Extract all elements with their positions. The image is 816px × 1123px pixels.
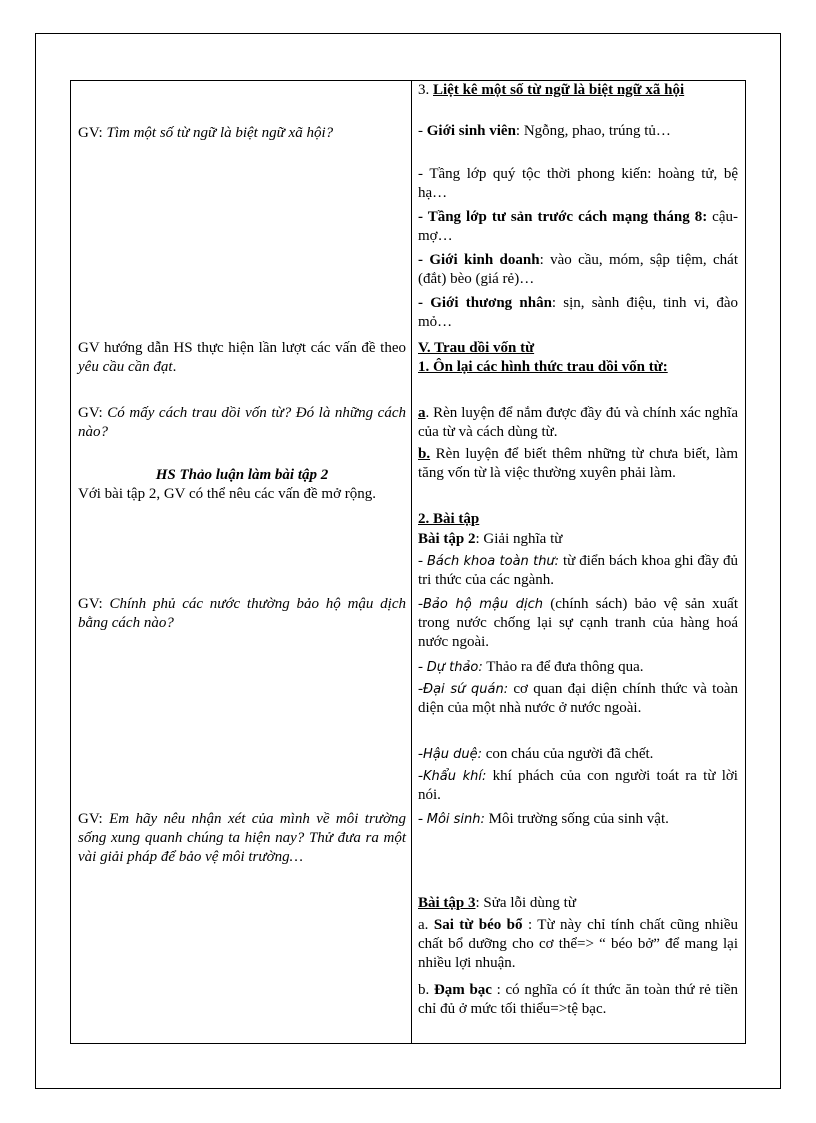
term-draft: - Dự thảo: Thảo ra để đưa thông qua. [418, 659, 644, 675]
discussion-heading: HS Thảo luận làm bài tập 2 [155, 467, 329, 483]
exercise-3-heading: Bài tập 3: Sửa lỗi dùng từ [418, 895, 576, 911]
exercise-2-note: Với bài tập 2, GV có thể nêu các vấn đề mở rộng. [78, 486, 377, 502]
term-descendant: -Hậu duệ: con cháu của người đã chết. [418, 746, 654, 762]
exercise-2-heading: Bài tập 2: Giải nghĩa từ [418, 531, 563, 547]
slang-bourgeoisie: - Tầng lớp tư sản trước cách mạng tháng 8: cậu-mợ… [418, 209, 738, 244]
teacher-question-vocabulary: GV: Có mấy cách trau dồi vốn từ? Đó là những cách nào? [78, 405, 406, 440]
teacher-question-trade: GV: Chính phủ các nước thường bảo hộ mậu dịch bằng cách nào? [78, 596, 406, 631]
column-divider [411, 80, 412, 1044]
slang-business: - Giới kinh doanh: vào cầu, móm, sập tiệm, chát (đắt) bèo (giá rẻ)… [418, 252, 738, 287]
correction-b: b. Đạm bạc : có nghĩa có ít thức ăn toàn thứ rẻ tiền chỉ đủ ở mức tối thiểu=>tệ bạc. [418, 982, 738, 1017]
subsection-2-heading: 2. Bài tập [418, 511, 480, 527]
term-embassy: -Đại sứ quán: cơ quan đại diện chính thức và toàn diện của một nhà nước ở nước ngoài. [418, 681, 738, 716]
section-3-heading: 3. Liệt kê một số từ ngữ là biệt ngữ xã hội [418, 82, 685, 98]
teacher-question-slang: GV: Tìm một số từ ngữ là biệt ngữ xã hội? [78, 125, 334, 141]
slang-merchants: - Giới thương nhân: sịn, sành điệu, tinh vi, đào mỏ… [418, 295, 738, 330]
method-a: a. Rèn luyện để nắm được đầy đủ và chính xác nghĩa của từ và cách dùng từ. [418, 405, 738, 440]
term-trade-protection: -Bảo hộ mậu dịch (chính sách) bảo vệ sản xuất trong nước chống lại sự cạnh tranh của hàng hoá nước ngoài. [418, 596, 738, 650]
subsection-1-heading: 1. Ôn lại các hình thức trau dồi vốn từ: [418, 359, 668, 375]
correction-a: a. Sai từ béo bổ : Từ này chỉ tính chất cũng nhiều chất bổ dưỡng cho cơ thể=> “ béo bở” để mang lại nhiều lợi nhuận. [418, 917, 738, 971]
section-v-heading: V. Trau dồi vốn từ [418, 340, 535, 356]
teacher-guidance: GV hướng dẫn HS thực hiện lần lượt các vấn đề theo yêu cầu cần đạt. [78, 340, 406, 375]
term-environment: - Môi sinh: Môi trường sống của sinh vật. [418, 811, 669, 827]
method-b: b. Rèn luyện để biết thêm những từ chưa biết, làm tăng vốn từ là việc thường xuyên phải làm. [418, 446, 738, 481]
teacher-question-environment: GV: Em hãy nêu nhận xét của mình về môi trường sống xung quanh chúng ta hiện nay? Thử đưa ra một vài giải pháp để bảo vệ môi trường… [78, 811, 406, 865]
slang-nobility: - Tầng lớp quý tộc thời phong kiến: hoàng tử, bệ hạ… [418, 166, 738, 201]
slang-students: - Giới sinh viên: Ngỗng, phao, trúng tủ… [418, 123, 671, 139]
term-encyclopedia: - Bách khoa toàn thư: từ điển bách khoa ghi đầy đủ tri thức của các ngành. [418, 553, 739, 588]
term-spirit: -Khẩu khí: khí phách của con người toát ra từ lời nói. [418, 768, 738, 803]
